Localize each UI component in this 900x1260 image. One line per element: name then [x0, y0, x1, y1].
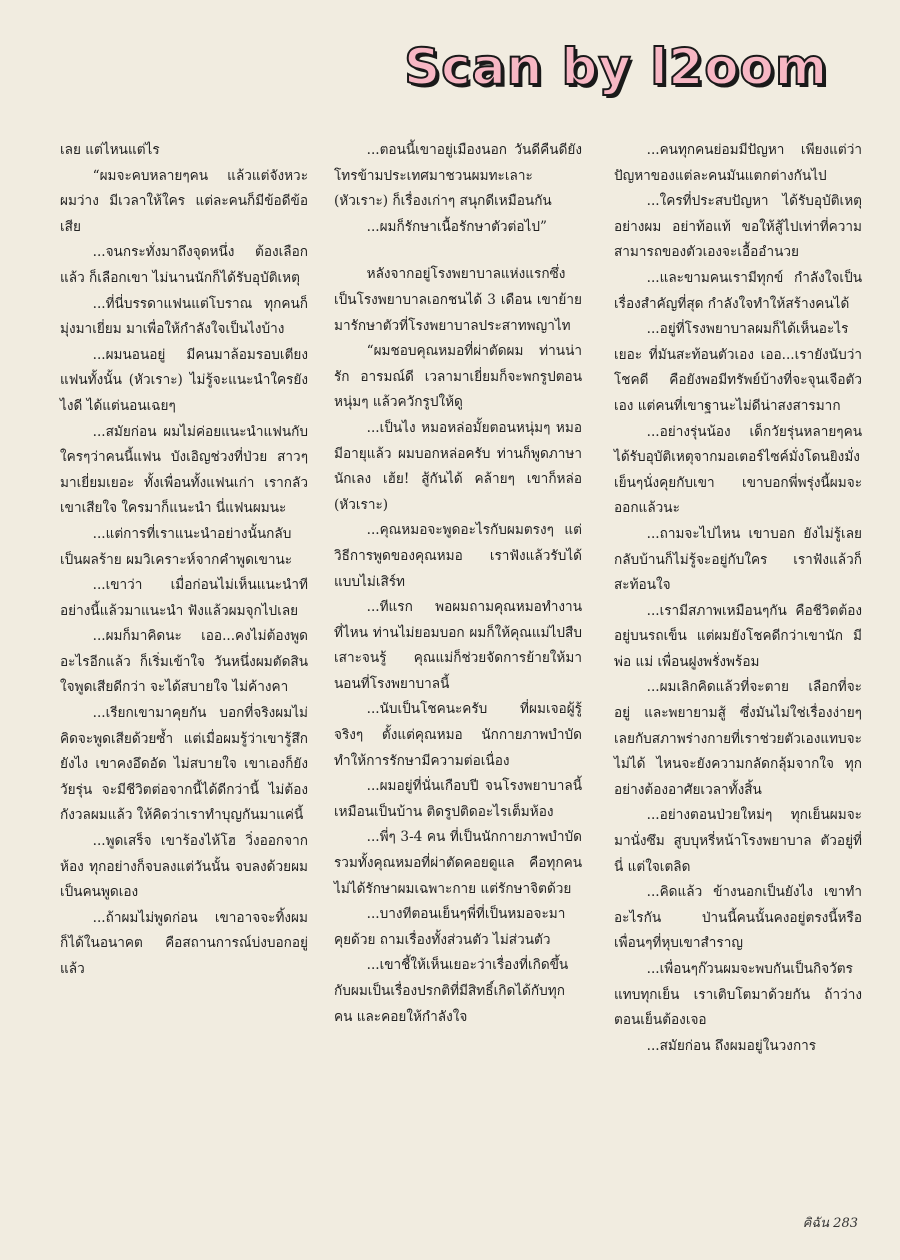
paragraph: ...อย่างตอนป่วยใหม่ๆ ทุกเย็นผมจะมานั่งซึม สูบบุหรี่หน้าโรงพยาบาล ตัวอยู่ที่นี่ แต่ใจเตลิด [614, 807, 862, 875]
page-folio: คิฉัน 283 [802, 1216, 858, 1231]
paragraph: “ผมชอบคุณหมอที่ผ่าตัดผม ท่านน่ารัก อารมณ์ดี เวลามาเยี่ยมก็จะพกรูปตอนหนุ่มๆ แล้วควักรูปให้ดู [334, 343, 582, 411]
paragraph: เลย แต่ไหนแต่ไร [60, 142, 160, 158]
paragraph: ...ผมก็มาคิดนะ เออ...คงไม่ต้องพูดอะไรอีกแล้ว ก็เริ่มเข้าใจ วันหนึ่งผมตัดสินใจพูดเสียดีกว่า จะได้สบายใจ ไม่ค้างคา [60, 628, 308, 696]
paragraph: ...สมัยก่อน ถึงผมอยู่ในวงการ [646, 1037, 817, 1054]
paragraph: ...ถามจะไปไหน เขาบอก ยังไม่รู้เลย กลับบ้านก็ไม่รู้จะอยู่กับใคร เราฟังแล้วก็สะท้อนใจ [614, 525, 862, 594]
paragraph: ...ผมเลิกคิดแล้วที่จะตาย เลือกที่จะอยู่ และพยายามสู้ ซึ่งมันไม่ใช่เรื่องง่ายๆเลยกับสภาพร่างกายที่เราช่วยตัวเองแทบจะไม่ได้ ไหนจะยังความกลัดกลุ้มจากใจ ทุกอย่างต้องอาศัยเวลาทั้งสิ้น [614, 679, 862, 798]
text-column-3 [614, 138, 862, 1059]
paragraph: ...สมัยก่อน ผมไม่ค่อยแนะนำแฟนกับใครๆว่าคนนี้แฟน บังเอิญช่วงที่ป่วย สาวๆมาเยี่ยมเยอะ ทั้งเพื่อนทั้งแฟนเก่า เรากลัวเขาเสียใจ ใครมาก็แนะนำ นี่แฟนผมนะ [60, 423, 308, 517]
paragraph: ...คนทุกคนย่อมมีปัญหา เพียงแต่ว่าปัญหาของแต่ละคนมันแตกต่างกันไป [614, 142, 862, 184]
paragraph: ...เพื่อนๆก๊วนผมจะพบกันเป็นกิจวัตรแทบทุกเย็น เราเติบโตมาด้วยกัน ถ้าว่างตอนเย็นต้องเจอ [614, 961, 862, 1029]
paragraph: ...ผมอยู่ที่นั่นเกือบปี จนโรงพยาบาลนี้เหมือนเป็นบ้าน ติดรูปติดอะไรเต็มห้อง [334, 778, 582, 820]
watermark-logo: Scan by l2oom [404, 38, 828, 96]
paragraph: ...ที่นี่บรรดาแฟนแต่โบราณ ทุกคนก็มุ่งมาเยี่ยม มาเพื่อให้กำลังใจเป็นไงบ้าง [60, 295, 308, 338]
paragraph: ...อยู่ที่โรงพยาบาลผมก็ได้เห็นอะไรเยอะ ที่มันสะท้อนตัวเอง เออ...เรายังนับว่าโชคดี คือยังพอมีทรัพย์บ้างที่จะจุนเจือตัวเอง แต่คนที่เขาฐานะไม่ดีน่าสงสารมาก [614, 321, 862, 414]
paragraph: ...ผมนอนอยู่ มีคนมาล้อมรอบเตียง แฟนทั้งนั้น (หัวเราะ) ไม่รู้จะแนะนำใครยังไงดี ได้แต่นอนเฉยๆ [60, 346, 308, 414]
paragraph: ...พูดเสร็จ เขาร้องไห้โฮ วิ่งออกจากห้อง ทุกอย่างก็จบลงแต่วันนั้น จบลงด้วยผมเป็นคนพูดเอง [60, 833, 308, 901]
paragraph: ...เรามีสภาพเหมือนๆกัน คือชีวิตต้องอยู่บนรถเข็น แต่ผมยังโชคดีกว่าเขานัก มีพ่อ แม่ เพื่อนฝูงพรั่งพร้อม [614, 602, 862, 670]
text-column-1 [60, 138, 308, 983]
paragraph: ...เป็นไง หมอหล่อมั้ยตอนหนุ่มๆ หมอมีอายุแล้ว ผมบอกหล่อครับ ท่านก็พูดภาษานักเลง เฮ้ย! สู้กันได้ คล้ายๆ เขาก็หล่อ (หัวเราะ) [334, 419, 582, 513]
paragraph: ...ผมก็รักษาเนื้อรักษาตัวต่อไป” [366, 218, 547, 235]
paragraph: ...อย่างรุ่นน้อง เด็กวัยรุ่นหลายๆคนได้รับอุบัติเหตุจากมอเตอร์ไซค์มั่งโดนยิงมั่ง เย็นๆนั่งคุยกับเขา เขาบอกพี่พรุ่งนี้ผมจะออกแล้วนะ [614, 423, 862, 517]
paragraph: ...และขามคนเรามีทุกข์ กำลังใจเป็นเรื่องสำคัญที่สุด กำลังใจทำให้สร้างคนได้ [614, 269, 862, 312]
paragraph: ...ถ้าผมไม่พูดก่อน เขาอาจจะทิ้งผมก็ได้ในอนาคต คือสถานการณ์บ่งบอกอยู่แล้ว [60, 909, 308, 977]
text-column-2 [334, 138, 582, 1030]
paragraph: ...ใครที่ประสบปัญหา ได้รับอุบัติเหตุอย่างผม อย่าท้อแท้ ขอให้สู้ไปเท่าที่ความสามารถของตัวเองจะเอื้ออำนวย [614, 193, 862, 261]
paragraph: ...คิดแล้ว ข้างนอกเป็นยังไง เขาทำอะไรกัน ป่านนี้คนนั้นคงอยู่ตรงนี้หรือเพื่อนๆที่หุบเขาสำราญ [614, 884, 862, 952]
paragraph: ...คุณหมอจะพูดอะไรกับผมตรงๆ แต่วิธีการพูดของคุณหมอ เราฟังแล้วรับได้ แบบไม่เสิร์ท [334, 522, 582, 590]
paragraph: ...ทีแรก พอผมถามคุณหมอทำงานที่ไหน ท่านไม่ยอมบอก ผมก็ให้คุณแม่ไปสืบเสาะจนรู้ คุณแม่ก็ช่วยจัดการย้ายให้มานอนที่โรงพยาบาลนี้ [334, 599, 582, 692]
paragraph: ...นับเป็นโชคนะครับ ที่ผมเจอผู้รู้จริงๆ ตั้งแต่คุณหมอ นักกายภาพบำบัด ทำให้การรักษามีความต่อเนื่อง [334, 701, 582, 769]
paragraph: ...บางทีตอนเย็นๆพี่ที่เป็นหมอจะมาคุยด้วย ถามเรื่องทั้งส่วนตัว ไม่ส่วนตัว [334, 906, 566, 948]
paragraph: ...เรียกเขามาคุยกัน บอกที่จริงผมไม่คิดจะพูดเสียด้วยซ้ำ แต่เมื่อผมรู้ว่าเขารู้สึกยังไง เขาคงอึดอัด ไม่สบายใจ เขาเองก็ยังวัยรุ่น จะมีชีวิตต่อจากนี้ได้ดีกว่านี้ ไม่ต้องกังวลผมแล้ว ให้คิดว่าเราทำบุญกันมาแค่นี้ [60, 705, 308, 824]
paragraph: หลังจากอยู่โรงพยาบาลแห่งแรกซึ่งเป็นโรงพยาบาลเอกชนได้ 3 เดือน เขาย้ายมารักษาตัวที่โรงพยาบาลประสาทพญาไท [334, 266, 582, 334]
paragraph: “ผมจะคบหลายๆคน แล้วแต่จังหวะผมว่าง มีเวลาให้ใคร แต่ละคนก็มีข้อดีข้อเสีย [60, 167, 308, 235]
paragraph: ...ตอนนี้เขาอยู่เมืองนอก วันดีคืนดียังโทรข้ามประเทศมาชวนผมทะเลาะ (หัวเราะ) ก็เรื่องเก่าๆ สนุกดีเหมือนกัน [334, 142, 582, 210]
paragraph: ...จนกระทั่งมาถึงจุดหนึ่ง ต้องเลือกแล้ว ก็เลือกเขา ไม่นานนักก็ได้รับอุบัติเหตุ [60, 244, 308, 286]
paragraph: ...แต่การที่เราแนะนำอย่างนั้นกลับเป็นผลร้าย ผมวิเคราะห์จากคำพูดเขานะ [60, 525, 293, 568]
paragraph: ...เขาชี้ให้เห็นเยอะว่าเรื่องที่เกิดขึ้นกับผมเป็นเรื่องปรกติที่มีสิทธิ์เกิดได้กับทุกคน และคอยให้กำลังใจ [334, 957, 569, 1025]
paragraph: ...เขาว่า เมื่อก่อนไม่เห็นแนะนำทีอย่างนี้แล้วมาแนะนำ ฟังแล้วผมจุกไปเลย [60, 577, 308, 619]
paragraph: ...พี่ๆ 3-4 คน ที่เป็นนักกายภาพบำบัด รวมทั้งคุณหมอที่ผ่าตัดคอยดูแล คือทุกคนไม่ได้รักษาผมเฉพาะกาย แต่รักษาจิตด้วย [334, 829, 582, 897]
